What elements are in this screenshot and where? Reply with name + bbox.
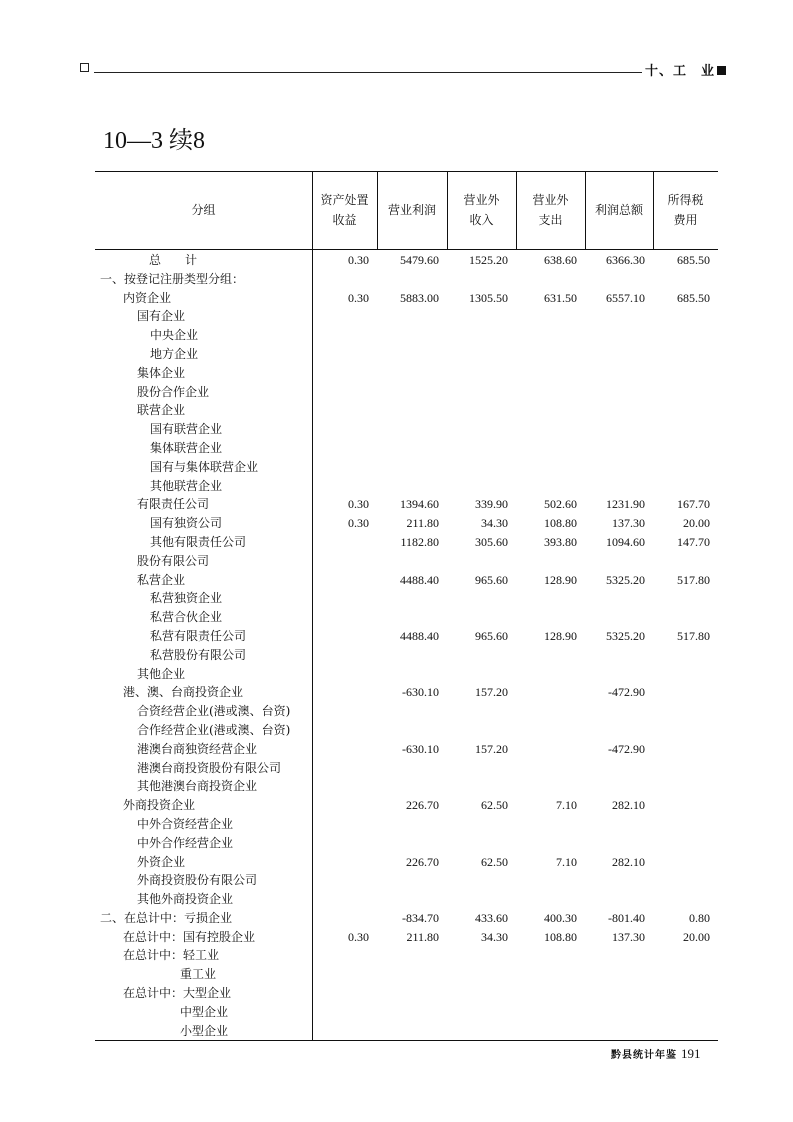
column-divider	[516, 171, 517, 249]
table-row	[95, 665, 718, 684]
column-divider	[447, 171, 448, 249]
row-label: 中外合资经营企业	[137, 816, 234, 831]
section-title: 十、工 业	[645, 64, 716, 79]
table-row	[95, 740, 718, 759]
table-row	[95, 608, 718, 627]
table-row	[95, 1022, 718, 1041]
row-value: 638.60	[544, 253, 577, 267]
row-value: 0.30	[348, 929, 369, 944]
row-value: 4488.40	[400, 628, 439, 643]
table-row	[95, 495, 718, 514]
table-row	[95, 552, 718, 571]
table-row	[95, 458, 718, 477]
table-row	[95, 984, 718, 1003]
row-label: 在总计中：轻工业	[123, 948, 220, 963]
column-header-line: 资产处置	[320, 193, 369, 207]
table-row	[95, 890, 718, 909]
row-label: 私营独资企业	[150, 591, 223, 606]
table-row	[95, 777, 718, 796]
row-label: 其他联营企业	[150, 478, 223, 493]
table-row	[95, 834, 718, 853]
header-rule	[94, 72, 642, 73]
table-row	[95, 721, 718, 740]
row-value: 6366.30	[606, 253, 645, 267]
table-row	[95, 251, 718, 270]
column-header-line: 营业外	[463, 193, 500, 207]
table-row	[95, 946, 718, 965]
row-value: 339.90	[475, 497, 508, 512]
page-number: 191	[681, 1046, 701, 1061]
column-header	[653, 171, 718, 249]
column-divider	[377, 171, 378, 249]
row-label: 其他企业	[137, 666, 186, 681]
row-value: -472.90	[608, 685, 645, 700]
row-value: 211.80	[406, 516, 439, 531]
column-divider	[585, 171, 586, 249]
row-value: 108.80	[544, 516, 577, 531]
header-square-icon	[80, 63, 89, 72]
table-row	[95, 646, 718, 665]
row-label: 集体企业	[137, 365, 186, 380]
row-value: 226.70	[406, 798, 439, 813]
table-row	[95, 759, 718, 778]
row-value: 965.60	[475, 572, 508, 587]
row-label: 外商投资企业	[123, 798, 196, 813]
row-label: 私营有限责任公司	[150, 628, 247, 643]
row-value: 20.00	[683, 516, 710, 531]
row-value: 393.80	[544, 534, 577, 549]
row-value: 108.80	[544, 929, 577, 944]
row-value: -630.10	[402, 685, 439, 700]
row-value: 1394.60	[400, 497, 439, 512]
row-value: 400.30	[544, 910, 577, 925]
row-label: 重工业	[180, 967, 217, 982]
column-header	[447, 171, 516, 249]
row-label: 其他有限责任公司	[150, 534, 247, 549]
row-value: 282.10	[612, 854, 645, 869]
yearbook-title: 黔县统计年鉴	[611, 1050, 677, 1061]
row-label: 外商投资股份有限公司	[137, 873, 258, 888]
row-label: 一、按登记注册类型分组：	[100, 271, 245, 286]
row-value: 965.60	[475, 628, 508, 643]
row-value: 20.00	[683, 929, 710, 944]
table-row	[95, 571, 718, 590]
column-divider	[312, 171, 313, 1040]
row-value: 226.70	[406, 854, 439, 869]
table-row	[95, 345, 718, 364]
row-label: 国有与集体联营企业	[150, 459, 259, 474]
table-body	[95, 251, 718, 1040]
row-value: 0.30	[348, 497, 369, 512]
row-label: 港澳台商独资经营企业	[137, 741, 258, 756]
row-label: 在总计中：大型企业	[123, 986, 232, 1001]
row-value: 34.30	[481, 516, 508, 531]
table-row	[95, 383, 718, 402]
column-header-line: 收益	[332, 213, 357, 227]
row-value: 0.30	[348, 516, 369, 531]
row-value: 4488.40	[400, 572, 439, 587]
row-value: 167.70	[677, 497, 710, 512]
column-header-line: 所得税	[667, 193, 704, 207]
column-header-line: 支出	[538, 213, 563, 227]
column-header-line: 分组	[191, 203, 216, 217]
row-label: 中外合作经营企业	[137, 835, 234, 850]
table-header-rule	[95, 249, 718, 250]
row-label: 内资企业	[123, 290, 172, 305]
row-label: 股份有限公司	[137, 553, 210, 568]
column-header	[377, 171, 447, 249]
table-row	[95, 702, 718, 721]
table-row	[95, 307, 718, 326]
column-header	[585, 171, 653, 249]
row-value: 34.30	[481, 929, 508, 944]
row-label: 联营企业	[137, 403, 186, 418]
row-value: 137.30	[612, 929, 645, 944]
row-label: 有限责任公司	[137, 497, 210, 512]
table-row	[95, 477, 718, 496]
row-label: 中央企业	[150, 328, 199, 343]
column-header-line: 收入	[469, 213, 494, 227]
row-value: 157.20	[475, 741, 508, 756]
row-value: 305.60	[475, 534, 508, 549]
row-value: 6557.10	[606, 290, 645, 305]
table-row	[95, 326, 718, 345]
table-row	[95, 965, 718, 984]
row-label: 中型企业	[180, 1004, 229, 1019]
row-value: 128.90	[544, 628, 577, 643]
row-label: 其他外商投资企业	[137, 892, 234, 907]
page-title: 10—3 续8	[103, 128, 205, 154]
row-value: 157.20	[475, 685, 508, 700]
row-label: 集体联营企业	[150, 440, 223, 455]
row-label: 外资企业	[137, 854, 186, 869]
page-footer	[611, 1043, 701, 1062]
column-header-line: 营业外	[532, 193, 569, 207]
row-label: 股份合作企业	[137, 384, 210, 399]
row-value: 7.10	[556, 854, 577, 869]
column-header-line: 利润总额	[594, 203, 643, 217]
row-value: 0.30	[348, 290, 369, 305]
row-value: 147.70	[677, 534, 710, 549]
row-value: 631.50	[544, 290, 577, 305]
table-row	[95, 270, 718, 289]
row-value: 5325.20	[606, 628, 645, 643]
row-label: 地方企业	[150, 346, 199, 361]
column-header	[516, 171, 585, 249]
table-row	[95, 533, 718, 552]
row-label: 国有企业	[137, 309, 186, 324]
table-row	[95, 909, 718, 928]
row-value: 137.30	[612, 516, 645, 531]
row-value: 517.80	[677, 628, 710, 643]
row-value: 1231.90	[606, 497, 645, 512]
row-label: 在总计中：国有控股企业	[123, 929, 256, 944]
table-row	[95, 928, 718, 947]
row-value: 1305.50	[469, 290, 508, 305]
row-value: 685.50	[677, 253, 710, 267]
column-header	[95, 171, 312, 249]
table-row	[95, 589, 718, 608]
row-label: 合资经营企业(港或澳、台资)	[137, 704, 291, 719]
row-label: 其他港澳台商投资企业	[137, 779, 258, 794]
table-row	[95, 420, 718, 439]
row-value: 62.50	[481, 798, 508, 813]
table-row	[95, 683, 718, 702]
row-value: 433.60	[475, 910, 508, 925]
row-value: 62.50	[481, 854, 508, 869]
row-value: -834.70	[402, 910, 439, 925]
table-row	[95, 1003, 718, 1022]
row-value: 282.10	[612, 798, 645, 813]
row-value: 211.80	[406, 929, 439, 944]
row-label: 总 计	[149, 253, 198, 267]
header-filled-square-icon	[717, 66, 726, 75]
row-value: 517.80	[677, 572, 710, 587]
column-header	[312, 171, 377, 249]
table-row	[95, 439, 718, 458]
row-label: 私营企业	[137, 572, 186, 587]
row-value: 5883.00	[400, 290, 439, 305]
table-row	[95, 289, 718, 308]
column-divider	[653, 171, 654, 249]
row-value: 685.50	[677, 290, 710, 305]
row-label: 私营合伙企业	[150, 610, 223, 625]
row-value: 7.10	[556, 798, 577, 813]
section-header	[645, 60, 726, 79]
row-label: 私营股份有限公司	[150, 647, 247, 662]
row-label: 港、澳、台商投资企业	[123, 685, 244, 700]
row-value: -630.10	[402, 741, 439, 756]
row-label: 二、在总计中：亏损企业	[100, 910, 233, 925]
table-row	[95, 364, 718, 383]
row-value: 0.30	[348, 253, 369, 267]
row-value: 1094.60	[606, 534, 645, 549]
row-value: 5325.20	[606, 572, 645, 587]
row-label: 国有联营企业	[150, 422, 223, 437]
table-row	[95, 815, 718, 834]
table-row	[95, 627, 718, 646]
column-header-line: 费用	[673, 213, 698, 227]
table-row	[95, 871, 718, 890]
table-row	[95, 401, 718, 420]
table-row	[95, 514, 718, 533]
table-row	[95, 853, 718, 872]
row-value: 1525.20	[469, 253, 508, 267]
row-value: 128.90	[544, 572, 577, 587]
row-value: 502.60	[544, 497, 577, 512]
row-value: -801.40	[608, 910, 645, 925]
row-value: 0.80	[689, 910, 710, 925]
row-value: -472.90	[608, 741, 645, 756]
row-label: 小型企业	[180, 1023, 229, 1038]
row-label: 国有独资公司	[150, 516, 223, 531]
row-label: 合作经营企业(港或澳、台资)	[137, 722, 291, 737]
row-value: 5479.60	[400, 253, 439, 267]
table-row	[95, 796, 718, 815]
row-value: 1182.80	[400, 534, 439, 549]
column-header-line: 营业利润	[387, 203, 436, 217]
row-label: 港澳台商投资股份有限公司	[137, 760, 282, 775]
